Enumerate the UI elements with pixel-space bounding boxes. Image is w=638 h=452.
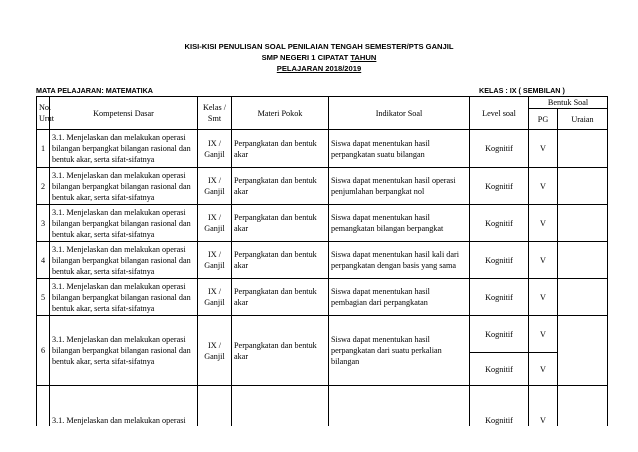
header-row xyxy=(37,97,608,109)
cell-pg: V xyxy=(529,168,558,205)
cell-indikator: Siswa dapat menentukan hasil perpangkatan dari suatu perkalian bilangan xyxy=(329,316,470,386)
cell-level: Kognitif xyxy=(470,386,529,426)
cell-level: Kognitif xyxy=(470,130,529,168)
cell-uraian xyxy=(558,168,608,205)
cell-level: Kognitif xyxy=(470,205,529,242)
cell-kelas: IX / Ganjil xyxy=(198,168,232,205)
cell-kelas: IX / Ganjil xyxy=(198,205,232,242)
cell-level: Kognitif xyxy=(470,168,529,205)
cell-level: Kognitif xyxy=(470,242,529,279)
cell-kelas: IX / Ganjil xyxy=(198,316,232,386)
table-row xyxy=(37,168,608,205)
academic-year: PELAJARAN 2018/2019 xyxy=(276,64,362,73)
cell-kelas xyxy=(198,386,232,426)
cell-kd: 3.1. Menjelaskan dan melakukan operasi bilangan berpangkat bilangan rasional dan bentuk akar, serta sifat-sifatnya xyxy=(50,205,198,242)
cell-no: 5 xyxy=(37,279,50,316)
col-header-materi: Materi Pokok xyxy=(232,97,329,130)
cell-indikator: Siswa dapat menentukan hasil operasi penjumlahan berpangkat nol xyxy=(329,168,470,205)
cell-no: 2 xyxy=(37,168,50,205)
school-year-label: TAHUN xyxy=(350,53,377,62)
cell-pg: V xyxy=(529,279,558,316)
cell-level: Kognitif xyxy=(470,316,529,353)
cell-kd: 3.1. Menjelaskan dan melakukan operasi xyxy=(50,386,198,426)
cell-level: Kognitif xyxy=(470,353,529,386)
cell-kelas: IX / Ganjil xyxy=(198,279,232,316)
cell-indikator: Siswa dapat menentukan hasil kali dari perpangkatan dengan basis yang sama xyxy=(329,242,470,279)
class-label: KELAS : IX ( SEMBILAN ) xyxy=(479,86,565,95)
cell-materi: Perpangkatan dan bentuk akar xyxy=(232,316,329,386)
grid-table xyxy=(36,96,608,426)
col-header-kelas: Kelas / Smt xyxy=(198,97,232,130)
col-header-level: Level soal xyxy=(470,97,529,130)
table-row xyxy=(37,279,608,316)
col-header-kd: Kompetensi Dasar xyxy=(50,97,198,130)
table-row xyxy=(37,242,608,279)
cell-uraian xyxy=(558,130,608,168)
cell-kd: 3.1. Menjelaskan dan melakukan operasi bilangan berpangkat bilangan rasional dan bentuk akar, serta sifat-sifatnya xyxy=(50,316,198,386)
cell-uraian xyxy=(558,316,608,386)
col-header-bentuk: Bentuk Soal xyxy=(529,97,608,109)
cell-no: 6 xyxy=(37,316,50,386)
cell-indikator: Siswa dapat menentukan hasil perpangkatan suatu bilangan xyxy=(329,130,470,168)
cell-materi: Perpangkatan dan bentuk akar xyxy=(232,279,329,316)
col-header-no: No. Urut xyxy=(37,97,50,130)
cell-indikator: Siswa dapat menentukan hasil pembagian dari perpangkatan xyxy=(329,279,470,316)
table-row xyxy=(37,386,608,426)
cell-kelas: IX / Ganjil xyxy=(198,130,232,168)
col-header-pg: PG xyxy=(529,109,558,130)
cell-kd: 3.1. Menjelaskan dan melakukan operasi bilangan berpangkat bilangan rasional dan bentuk akar, serta sifat-sifatnya xyxy=(50,279,198,316)
table-row xyxy=(37,205,608,242)
cell-pg: V xyxy=(529,242,558,279)
cell-no: 1 xyxy=(37,130,50,168)
cell-level: Kognitif xyxy=(470,279,529,316)
col-header-uraian: Uraian xyxy=(558,109,608,130)
school-name: SMP NEGERI 1 CIPATAT xyxy=(261,53,351,62)
cell-no: 4 xyxy=(37,242,50,279)
cell-pg: V xyxy=(529,353,558,386)
cell-kd: 3.1. Menjelaskan dan melakukan operasi bilangan berpangkat bilangan rasional dan bentuk akar, serta sifat-sifatnya xyxy=(50,242,198,279)
table-row xyxy=(37,130,608,168)
cell-indikator: Siswa dapat menentukan hasil pemangkatan bilangan berpangkat xyxy=(329,205,470,242)
cell-kd: 3.1. Menjelaskan dan melakukan operasi bilangan berpangkat bilangan rasional dan bentuk akar, serta sifat-sifatnya xyxy=(50,168,198,205)
cell-materi xyxy=(232,386,329,426)
cell-pg: V xyxy=(529,386,558,426)
cell-uraian xyxy=(558,386,608,426)
school-line xyxy=(0,53,638,63)
cell-materi: Perpangkatan dan bentuk akar xyxy=(232,242,329,279)
cell-materi: Perpangkatan dan bentuk akar xyxy=(232,205,329,242)
cell-materi: Perpangkatan dan bentuk akar xyxy=(232,130,329,168)
cell-pg: V xyxy=(529,130,558,168)
cell-indikator xyxy=(329,386,470,426)
document-title: KISI-KISI PENULISAN SOAL PENILAIAN TENGAH SEMESTER/PTS GANJIL xyxy=(184,42,454,51)
col-header-indikator: Indikator Soal xyxy=(329,97,470,130)
subject-label: MATA PELAJARAN: MATEMATIKA xyxy=(36,86,153,95)
cell-no: 3 xyxy=(37,205,50,242)
cell-uraian xyxy=(558,242,608,279)
cell-uraian xyxy=(558,205,608,242)
cell-kelas: IX / Ganjil xyxy=(198,242,232,279)
cell-pg: V xyxy=(529,205,558,242)
table-row xyxy=(37,316,608,353)
cell-no xyxy=(37,386,50,426)
cell-pg: V xyxy=(529,316,558,353)
cell-uraian xyxy=(558,279,608,316)
cell-kd: 3.1. Menjelaskan dan melakukan operasi bilangan berpangkat bilangan rasional dan bentuk akar, serta sifat-sifatnya xyxy=(50,130,198,168)
cell-materi: Perpangkatan dan bentuk akar xyxy=(232,168,329,205)
